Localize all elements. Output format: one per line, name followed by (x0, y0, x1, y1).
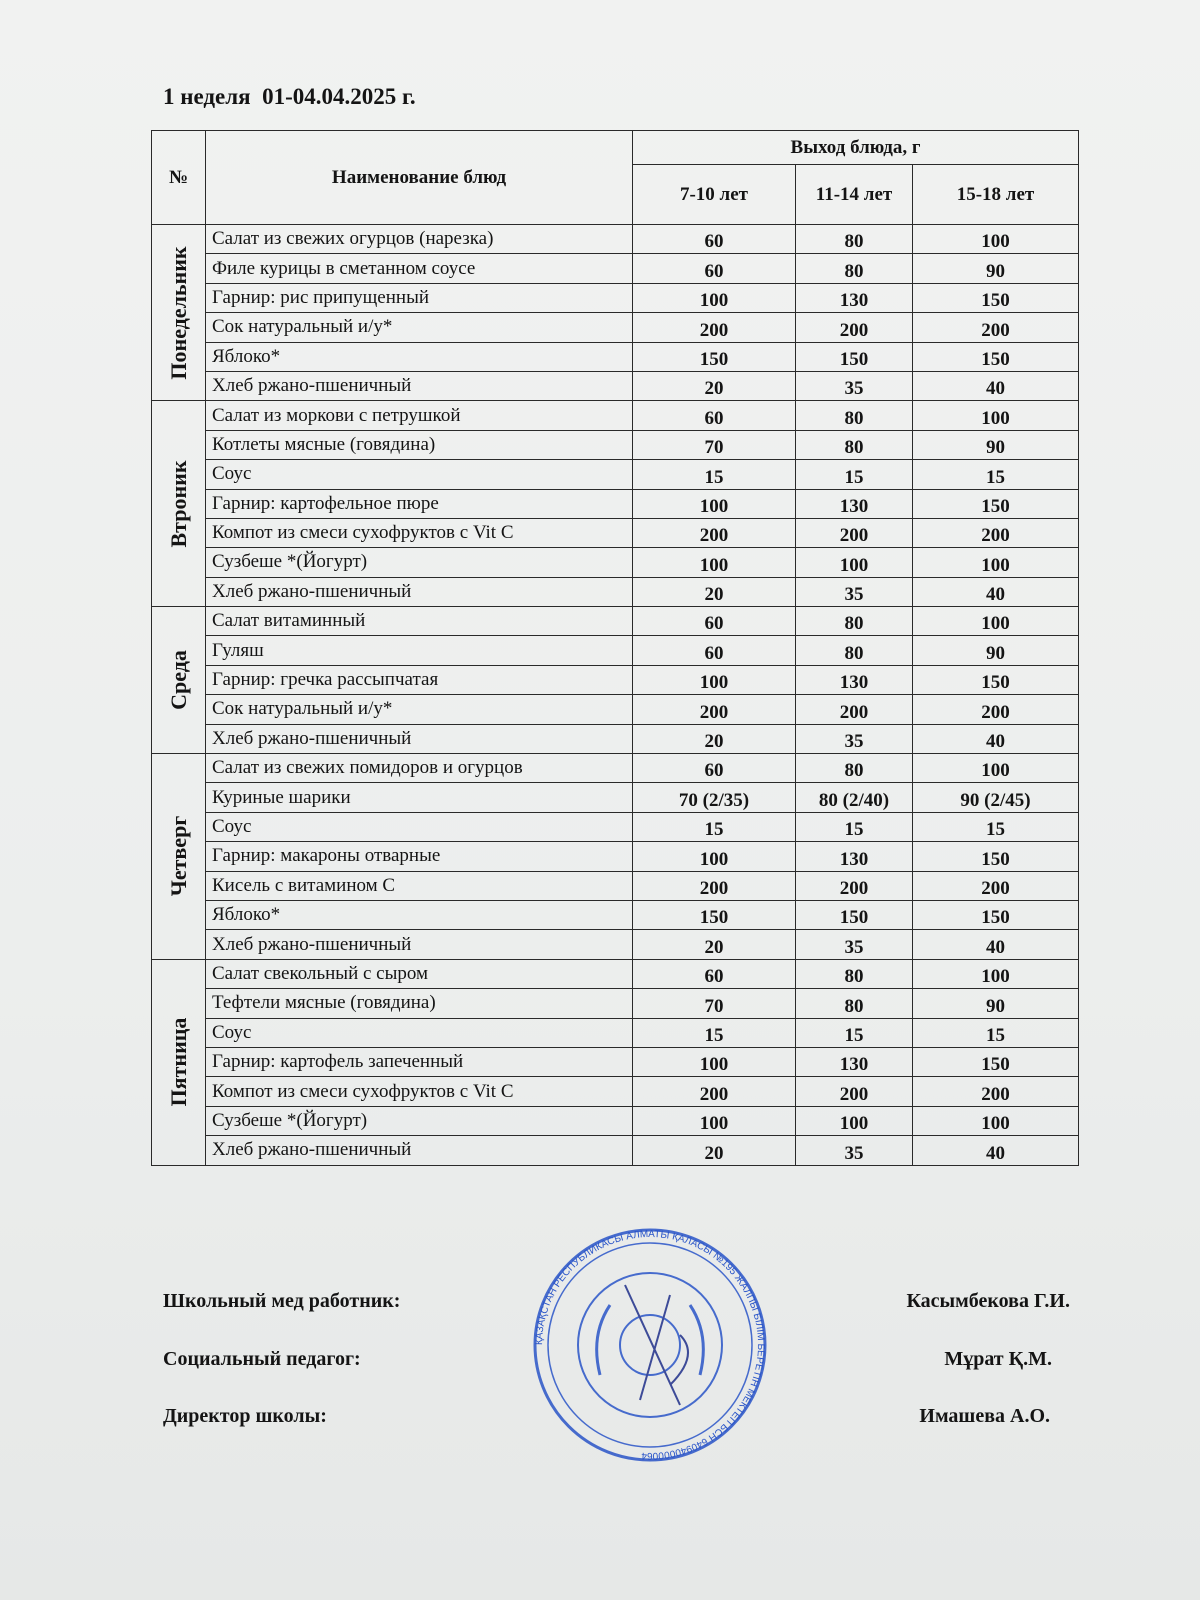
dish-name-cell: Куриные шарики (206, 783, 633, 812)
day-cell (152, 401, 206, 607)
yield-cell: 80 (796, 430, 913, 459)
signature-name: Имашева А.О. (919, 1405, 1050, 1427)
day-cell (152, 225, 206, 401)
yield-cell: 200 (633, 1077, 796, 1106)
dish-name-cell: Хлеб ржано-пшеничный (206, 577, 633, 606)
yield-cell: 100 (633, 665, 796, 694)
table-row (152, 636, 1079, 665)
yield-cell: 150 (913, 489, 1079, 518)
yield-cell: 60 (633, 959, 796, 988)
yield-cell: 80 (796, 636, 913, 665)
yield-cell: 15 (913, 1018, 1079, 1047)
table-row (152, 1136, 1079, 1165)
yield-cell: 150 (796, 342, 913, 371)
yield-cell: 100 (633, 489, 796, 518)
yield-cell: 150 (796, 900, 913, 929)
table-row (152, 313, 1079, 342)
yield-cell: 20 (633, 930, 796, 959)
yield-cell: 80 (796, 401, 913, 430)
yield-cell: 130 (796, 1047, 913, 1076)
table-row (152, 812, 1079, 841)
yield-cell: 35 (796, 1136, 913, 1165)
yield-cell: 70 (633, 430, 796, 459)
dish-name-cell: Салат из свежих помидоров и огурцов (206, 754, 633, 783)
yield-cell: 150 (913, 665, 1079, 694)
yield-cell: 100 (913, 225, 1079, 254)
yield-cell: 200 (633, 695, 796, 724)
table-row (152, 695, 1079, 724)
header-age-7-10: 7-10 лет (633, 165, 796, 225)
table-row (152, 959, 1079, 988)
day-cell (152, 754, 206, 960)
yield-cell: 15 (633, 812, 796, 841)
signature-role: Социальный педагог: (163, 1348, 361, 1370)
yield-cell: 200 (633, 518, 796, 547)
yield-cell: 80 (796, 225, 913, 254)
yield-cell: 150 (913, 900, 1079, 929)
dish-name-cell: Гарнир: картофельное пюре (206, 489, 633, 518)
day-cell (152, 607, 206, 754)
yield-cell: 100 (796, 1106, 913, 1135)
yield-cell: 40 (913, 724, 1079, 753)
dish-name-cell: Сок натуральный и/у* (206, 695, 633, 724)
yield-cell: 150 (913, 283, 1079, 312)
yield-cell: 200 (913, 1077, 1079, 1106)
day-label: Понедельник (165, 246, 191, 380)
dish-name-cell: Котлеты мясные (говядина) (206, 430, 633, 459)
yield-cell: 100 (913, 401, 1079, 430)
table-row (152, 754, 1079, 783)
dish-name-cell: Сузбеше *(Йогурт) (206, 548, 633, 577)
dish-name-cell: Яблоко* (206, 900, 633, 929)
table-row (152, 254, 1079, 283)
table-row (152, 724, 1079, 753)
dish-name-cell: Салат витаминный (206, 607, 633, 636)
yield-cell: 100 (633, 548, 796, 577)
table-row (152, 283, 1079, 312)
table-row (152, 342, 1079, 371)
yield-cell: 40 (913, 930, 1079, 959)
yield-cell: 80 (796, 989, 913, 1018)
table-row (152, 460, 1079, 489)
table-row (152, 548, 1079, 577)
yield-cell: 15 (913, 460, 1079, 489)
yield-cell: 100 (913, 607, 1079, 636)
yield-cell: 15 (796, 460, 913, 489)
day-cell (152, 959, 206, 1165)
yield-cell: 200 (633, 313, 796, 342)
yield-cell: 15 (633, 460, 796, 489)
yield-cell: 200 (796, 518, 913, 547)
dish-name-cell: Салат из свежих огурцов (нарезка) (206, 225, 633, 254)
dish-name-cell: Гарнир: макароны отварные (206, 842, 633, 871)
yield-cell: 90 (913, 989, 1079, 1018)
yield-cell: 100 (633, 283, 796, 312)
table-row (152, 371, 1079, 400)
dish-name-cell: Соус (206, 1018, 633, 1047)
yield-cell: 80 (2/40) (796, 783, 913, 812)
yield-cell: 90 (2/45) (913, 783, 1079, 812)
dish-name-cell: Компот из смеси сухофруктов с Vit C (206, 518, 633, 547)
page-title: 1 неделя 01-04.04.2025 г. (163, 84, 416, 109)
dish-name-cell: Гуляш (206, 636, 633, 665)
yield-cell: 90 (913, 430, 1079, 459)
dish-name-cell: Хлеб ржано-пшеничный (206, 371, 633, 400)
table-row (152, 665, 1079, 694)
dish-name-cell: Гарнир: рис припущенный (206, 283, 633, 312)
table-row (152, 225, 1079, 254)
yield-cell: 15 (796, 812, 913, 841)
table-row (152, 1077, 1079, 1106)
yield-cell: 200 (913, 518, 1079, 547)
yield-cell: 40 (913, 371, 1079, 400)
yield-cell: 150 (633, 342, 796, 371)
table-row (152, 1018, 1079, 1047)
yield-cell: 20 (633, 724, 796, 753)
table-row (152, 401, 1079, 430)
dish-name-cell: Салат свекольный с сыром (206, 959, 633, 988)
yield-cell: 60 (633, 754, 796, 783)
signature-role: Школьный мед работник: (163, 1290, 401, 1312)
yield-cell: 100 (913, 754, 1079, 783)
table-row (152, 900, 1079, 929)
signature-role: Директор школы: (163, 1405, 327, 1427)
yield-cell: 100 (633, 1106, 796, 1135)
table-row (152, 871, 1079, 900)
yield-cell: 20 (633, 371, 796, 400)
yield-cell: 80 (796, 959, 913, 988)
table-row (152, 989, 1079, 1018)
dish-name-cell: Хлеб ржано-пшеничный (206, 930, 633, 959)
yield-cell: 60 (633, 254, 796, 283)
table-row (152, 518, 1079, 547)
yield-cell: 200 (796, 313, 913, 342)
dish-name-cell: Сок натуральный и/у* (206, 313, 633, 342)
header-dish-name: Наименование блюд (206, 131, 633, 225)
yield-cell: 130 (796, 842, 913, 871)
yield-cell: 100 (633, 842, 796, 871)
dish-name-cell: Хлеб ржано-пшеничный (206, 724, 633, 753)
yield-cell: 150 (913, 842, 1079, 871)
dish-name-cell: Сузбеше *(Йогурт) (206, 1106, 633, 1135)
yield-cell: 80 (796, 754, 913, 783)
yield-cell: 100 (913, 548, 1079, 577)
dish-name-cell: Компот из смеси сухофруктов с Vit C (206, 1077, 633, 1106)
dish-name-cell: Кисель с витамином С (206, 871, 633, 900)
yield-cell: 150 (633, 900, 796, 929)
yield-cell: 130 (796, 665, 913, 694)
day-label: Среда (165, 650, 191, 710)
yield-cell: 100 (633, 1047, 796, 1076)
yield-cell: 70 (2/35) (633, 783, 796, 812)
dish-name-cell: Тефтели мясные (говядина) (206, 989, 633, 1018)
yield-cell: 80 (796, 254, 913, 283)
yield-cell: 15 (913, 812, 1079, 841)
header-yield: Выход блюда, г (633, 131, 1079, 165)
yield-cell: 60 (633, 636, 796, 665)
header-age-11-14: 11-14 лет (796, 165, 913, 225)
signature-name: Касымбекова Г.И. (906, 1290, 1070, 1312)
table-row (152, 607, 1079, 636)
yield-cell: 200 (633, 871, 796, 900)
table-row (152, 489, 1079, 518)
yield-cell: 20 (633, 577, 796, 606)
yield-cell: 90 (913, 636, 1079, 665)
yield-cell: 20 (633, 1136, 796, 1165)
header-number: № (152, 131, 206, 225)
yield-cell: 90 (913, 254, 1079, 283)
table-row (152, 842, 1079, 871)
table-row (152, 577, 1079, 606)
yield-cell: 40 (913, 1136, 1079, 1165)
dish-name-cell: Филе курицы в сметанном соусе (206, 254, 633, 283)
dish-name-cell: Соус (206, 812, 633, 841)
yield-cell: 35 (796, 930, 913, 959)
yield-cell: 200 (913, 871, 1079, 900)
table-row (152, 930, 1079, 959)
yield-cell: 15 (633, 1018, 796, 1047)
dish-name-cell: Яблоко* (206, 342, 633, 371)
yield-cell: 100 (796, 548, 913, 577)
yield-cell: 200 (913, 313, 1079, 342)
yield-cell: 100 (913, 1106, 1079, 1135)
yield-cell: 200 (796, 1077, 913, 1106)
svg-text:ҚАЗАҚСТАН РЕСПУБЛИКАСЫ АЛМАТЫ: ҚАЗАҚСТАН РЕСПУБЛИКАСЫ АЛМАТЫ ҚАЛАСЫ №195 ЖАЛПЫ БІЛІМ БЕРЕТІН МЕКТЕП БСН 640940000064 (533, 1228, 767, 1462)
yield-cell: 70 (633, 989, 796, 1018)
day-label: Четверг (165, 816, 191, 897)
table-row (152, 1106, 1079, 1135)
yield-cell: 130 (796, 283, 913, 312)
dish-name-cell: Соус (206, 460, 633, 489)
official-stamp (530, 1225, 770, 1465)
yield-cell: 60 (633, 607, 796, 636)
yield-cell: 35 (796, 724, 913, 753)
yield-cell: 200 (796, 695, 913, 724)
yield-cell: 35 (796, 577, 913, 606)
yield-cell: 150 (913, 1047, 1079, 1076)
header-age-15-18: 15-18 лет (913, 165, 1079, 225)
dish-name-cell: Гарнир: картофель запеченный (206, 1047, 633, 1076)
dish-name-cell: Салат из моркови с петрушкой (206, 401, 633, 430)
yield-cell: 200 (796, 871, 913, 900)
yield-cell: 130 (796, 489, 913, 518)
yield-cell: 100 (913, 959, 1079, 988)
day-label: Втроник (165, 460, 191, 548)
yield-cell: 200 (913, 695, 1079, 724)
table-row (152, 430, 1079, 459)
yield-cell: 150 (913, 342, 1079, 371)
menu-table (151, 130, 1079, 1166)
yield-cell: 60 (633, 401, 796, 430)
table-row (152, 1047, 1079, 1076)
day-label: Пятница (165, 1017, 191, 1107)
yield-cell: 15 (796, 1018, 913, 1047)
signature-name: Мұрат Қ.М. (944, 1348, 1052, 1370)
dish-name-cell: Хлеб ржано-пшеничный (206, 1136, 633, 1165)
yield-cell: 80 (796, 607, 913, 636)
yield-cell: 35 (796, 371, 913, 400)
yield-cell: 40 (913, 577, 1079, 606)
dish-name-cell: Гарнир: гречка рассыпчатая (206, 665, 633, 694)
table-row (152, 783, 1079, 812)
yield-cell: 60 (633, 225, 796, 254)
